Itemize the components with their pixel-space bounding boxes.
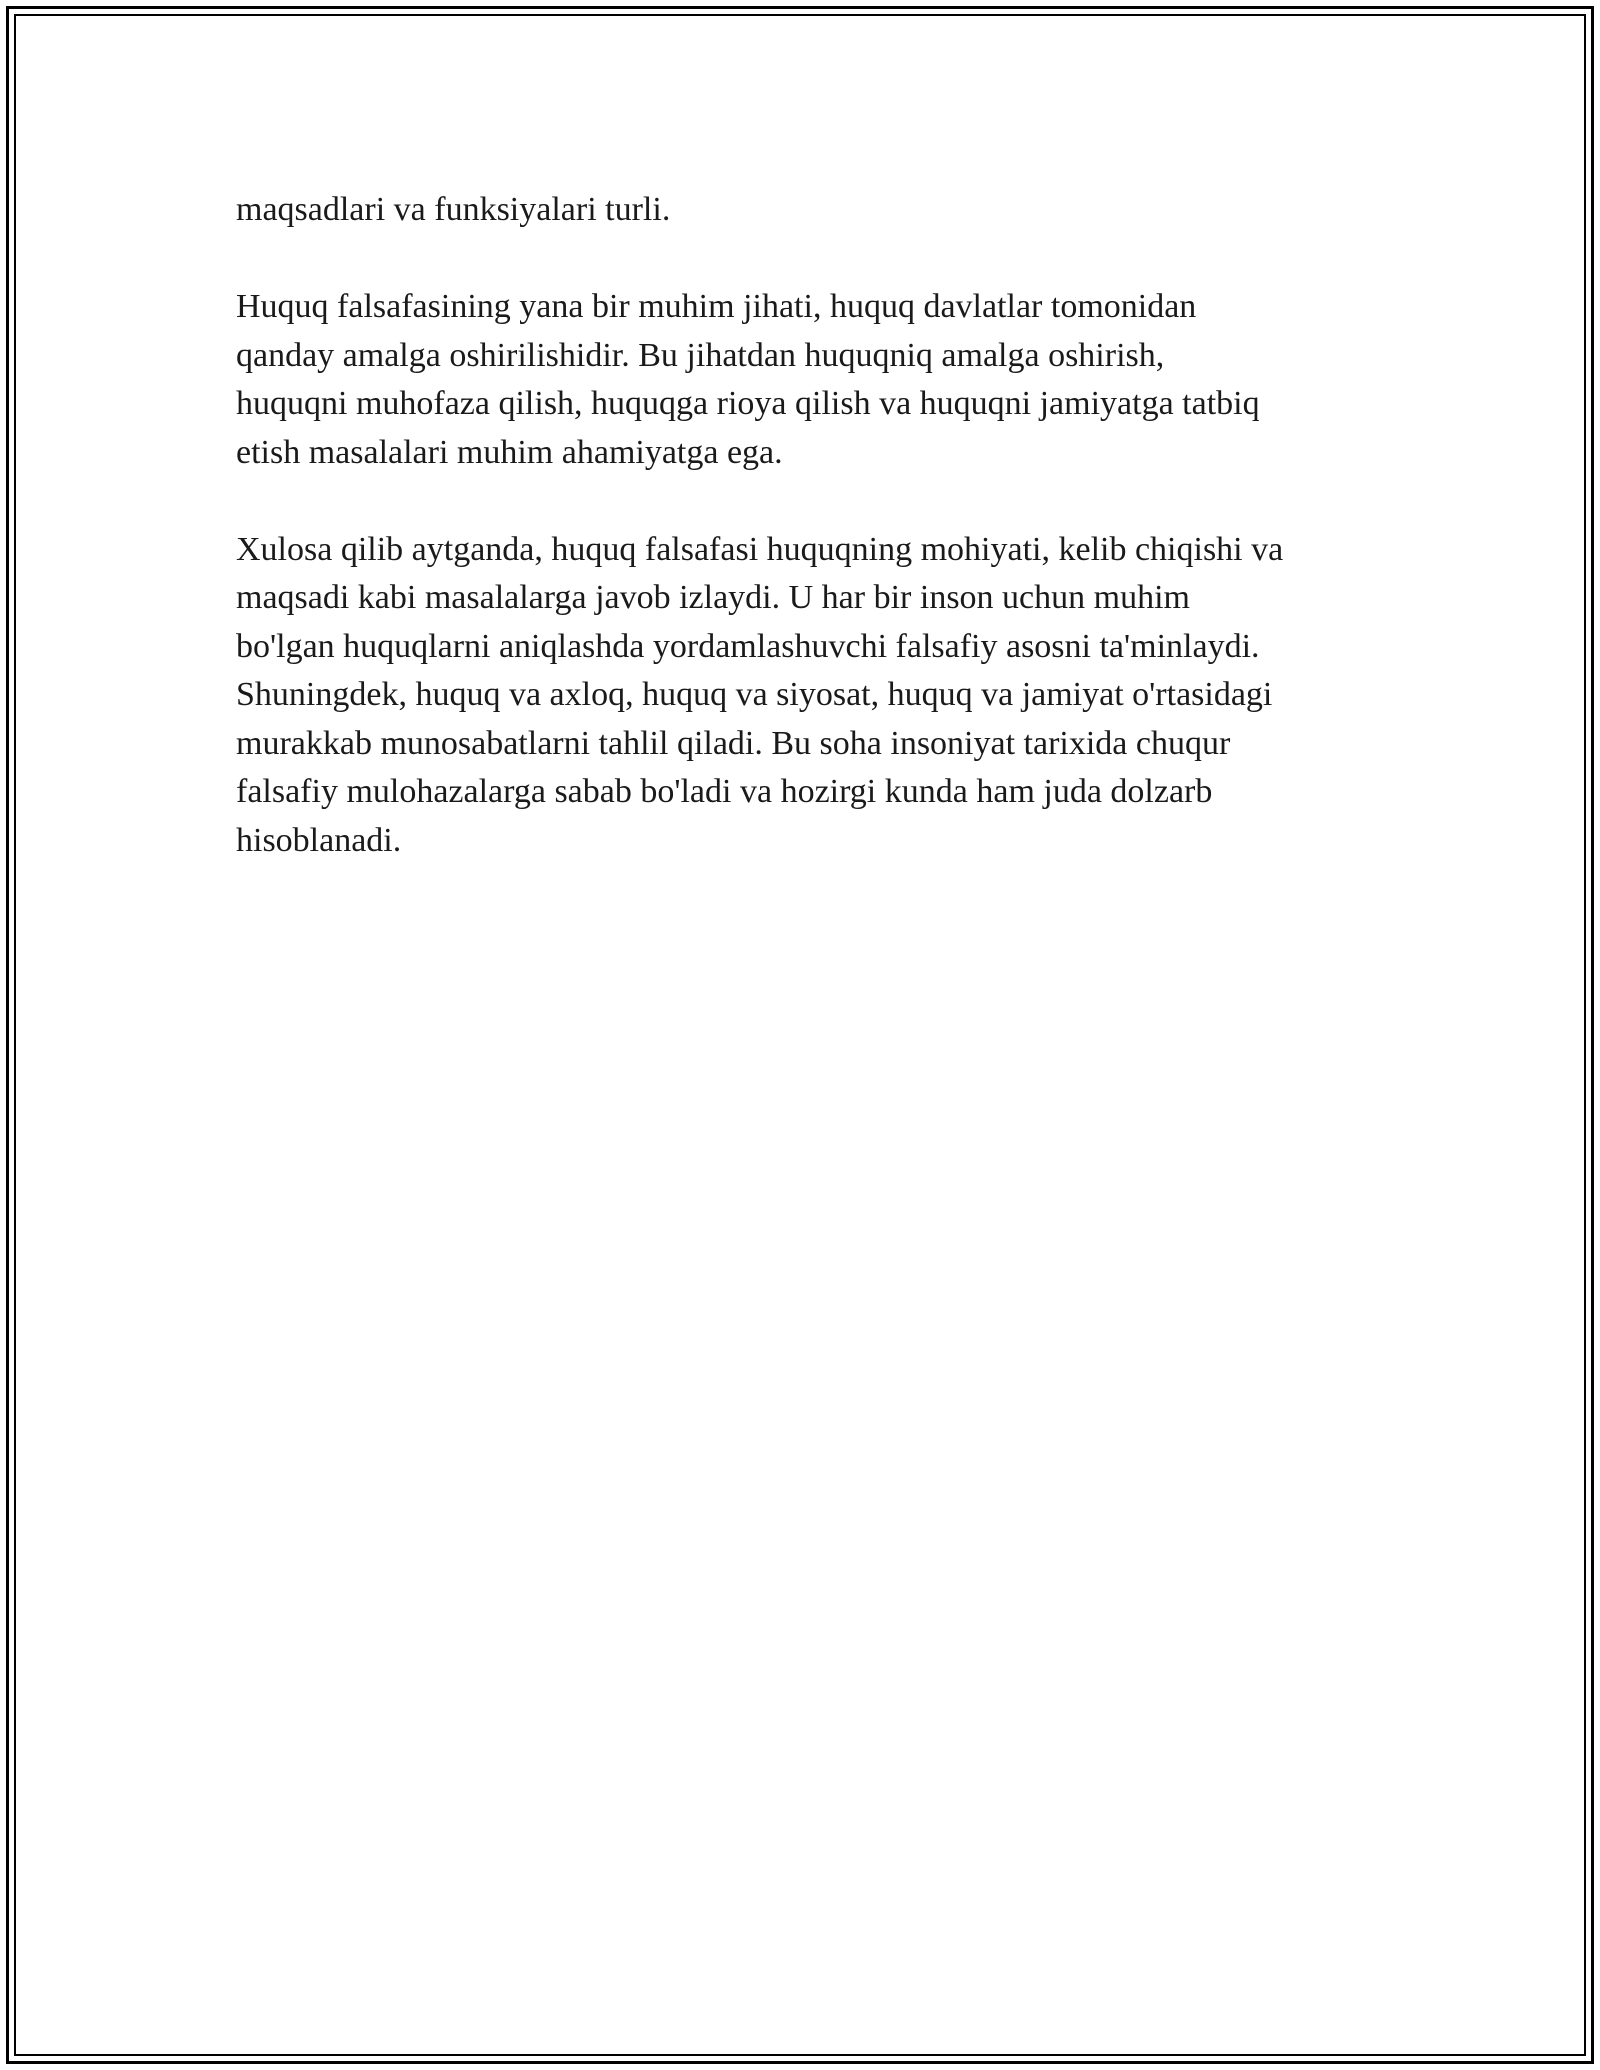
text-line: falsafiy mulohazalarga sabab bo'ladi va hozirgi kunda ham juda dolzarb	[236, 773, 1213, 810]
paragraph-3	[236, 526, 1416, 866]
text-line: murakkab munosabatlarni tahlil qiladi. Bu soha insoniyat tarixida chuqur	[236, 724, 1231, 762]
text-line: bo'lgan huquqlarni aniqlashda yordamlashuvchi falsafiy asosni ta'minlaydi.	[236, 627, 1260, 665]
text-line: maqsadlari va funksiyalari turli.	[236, 191, 671, 228]
text-line: Shuningdek, huquq va axloq, huquq va siyosat, huquq va jamiyat o'rtasidagi	[236, 676, 1273, 713]
paragraph-2	[236, 283, 1416, 477]
document-body	[236, 186, 1416, 914]
text-line: maqsadi kabi masalalarga javob izlaydi. U har bir inson uchun muhim	[236, 579, 1190, 616]
text-line: hisoblanadi.	[236, 821, 402, 859]
paragraph-1	[236, 186, 1416, 235]
text-line: etish masalalari muhim ahamiyatga ega.	[236, 433, 783, 471]
text-line: Huquq falsafasining yana bir muhim jihati, huquq davlatlar tomonidan	[236, 288, 1197, 325]
text-line: huquqni muhofaza qilish, huquqga rioya qilish va huquqni jamiyatga tatbiq	[236, 385, 1260, 422]
text-line: Xulosa qilib aytganda, huquq falsafasi huquqning mohiyati, kelib chiqishi va	[236, 530, 1284, 568]
text-line: qanday amalga oshirilishidir. Bu jihatdan huquqniq amalga oshirish,	[236, 336, 1165, 374]
